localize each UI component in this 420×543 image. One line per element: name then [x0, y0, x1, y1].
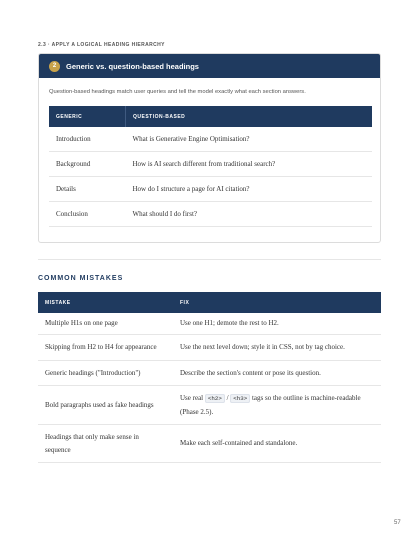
fix-text-pre: Use real: [180, 394, 204, 402]
column-header-mistake: MISTAKE: [38, 292, 173, 313]
example-card: [38, 53, 381, 243]
table-row: [38, 360, 381, 386]
table-header-row: [49, 106, 372, 127]
common-mistakes-table: [38, 292, 381, 463]
mistake-cell: Multiple H1s on one page: [38, 313, 173, 335]
table-row: [49, 152, 372, 177]
question-cell: What should I do first?: [126, 202, 373, 227]
mistake-cell: Skipping from H2 to H4 for appearance: [38, 335, 173, 361]
generic-cell: Background: [49, 152, 126, 177]
question-cell: How is AI search different from traditional search?: [126, 152, 373, 177]
heading-comparison-table: [49, 106, 372, 227]
fix-cell: [173, 386, 381, 425]
table-row: [38, 425, 381, 463]
section-label: 2.3 · APPLY A LOGICAL HEADING HIERARCHY: [38, 42, 165, 48]
fix-cell: Describe the section's content or pose its question.: [173, 360, 381, 386]
fix-text-post: tags so the outline is machine-readable (Phase 2.5).: [180, 394, 361, 416]
page-number: 57: [394, 520, 401, 526]
fix-cell: Use one H1; demote the rest to H2.: [173, 313, 381, 335]
card-header: [39, 54, 380, 78]
column-header-fix: FIX: [173, 292, 381, 313]
common-mistakes-heading: COMMON MISTAKES: [38, 275, 124, 282]
h3-tag-code: <h3>: [230, 394, 250, 403]
generic-cell: Details: [49, 177, 126, 202]
card-title: Generic vs. question-based headings: [66, 61, 199, 71]
slash-text: /: [226, 394, 229, 402]
table-row: [49, 202, 372, 227]
column-header-generic: GENERIC: [49, 106, 126, 127]
generic-cell: Introduction: [49, 127, 126, 152]
table-row: [38, 335, 381, 361]
fix-cell: Use the next level down; style it in CSS, not by tag choice.: [173, 335, 381, 361]
column-header-question-based: QUESTION-BASED: [126, 106, 373, 127]
card-description: Question-based headings match user queries and tell the model exactly what each section answers.: [49, 89, 306, 95]
table-row: [38, 313, 381, 335]
mistake-cell: Headings that only make sense in sequence: [38, 425, 173, 463]
mistake-cell: Generic headings ("Introduction"): [38, 360, 173, 386]
table-row: [49, 177, 372, 202]
mistake-cell: Bold paragraphs used as fake headings: [38, 386, 173, 425]
h2-tag-code: <h2>: [205, 394, 225, 403]
section-divider: [38, 259, 381, 260]
question-cell: How do I structure a page for AI citation?: [126, 177, 373, 202]
table-header-row: [38, 292, 381, 313]
table-row: [38, 386, 381, 425]
fix-cell: Make each self-contained and standalone.: [173, 425, 381, 463]
generic-cell: Conclusion: [49, 202, 126, 227]
step-badge: 2: [49, 61, 60, 72]
table-row: [49, 127, 372, 152]
question-cell: What is Generative Engine Optimisation?: [126, 127, 373, 152]
